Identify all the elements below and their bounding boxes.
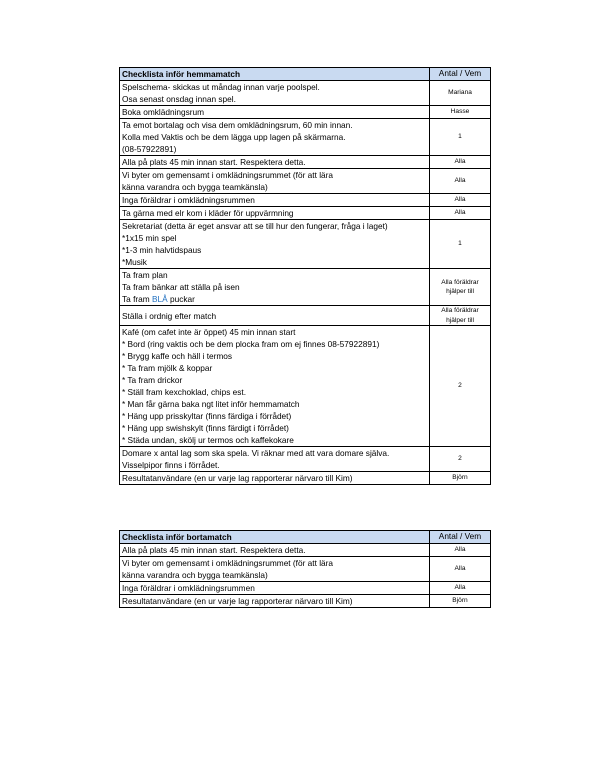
home-title: Checklista inför hemmamatch [120, 68, 430, 81]
description-line: Spelschema- skickas ut måndag innan varje poolspel. [122, 82, 320, 92]
row-assignee: Alla [430, 169, 491, 194]
table-row [120, 81, 491, 106]
description-line: *1-3 min halvtidspaus [122, 245, 202, 255]
row-description [120, 595, 430, 608]
row-assignee: 2 [430, 326, 491, 447]
table-row [120, 472, 491, 485]
row-description [120, 81, 430, 106]
description-line: * Brygg kaffe och häll i termos [122, 351, 233, 361]
description-line: Alla på plats 45 min innan start. Respektera detta. [122, 157, 306, 167]
row-description [120, 169, 430, 194]
description-line: känna varandra och bygga teamkänsla) [122, 182, 268, 192]
row-assignee: 1 [430, 220, 491, 269]
table-row [120, 119, 491, 156]
row-description [120, 447, 430, 472]
row-description [120, 119, 430, 156]
row-description [120, 269, 430, 306]
description-line: * Häng upp swishskylt (finns färdigt i förrådet) [122, 423, 289, 433]
table-row [120, 106, 491, 119]
table-row [120, 207, 491, 220]
row-description [120, 220, 430, 269]
description-line: *Musik [122, 257, 147, 267]
description-line: * Ta fram mjölk & koppar [122, 363, 213, 373]
description-line: Inga föräldrar i omklädningsrummen [122, 195, 255, 205]
away-checklist-table [119, 530, 491, 608]
description-line: *1x15 min spel [122, 233, 177, 243]
description-line: Ställa i ordnig efter match [122, 310, 217, 321]
row-description [120, 326, 430, 447]
row-assignee: 1 [430, 119, 491, 156]
table-row [120, 306, 491, 326]
row-description [120, 156, 430, 169]
description-line: Vi byter om gemensamt i omklädningsrummet (för att lära [122, 170, 334, 180]
row-assignee: Alla [430, 582, 491, 595]
row-description [120, 582, 430, 595]
row-description [120, 106, 430, 119]
description-line: Kolla med Vaktis och be dem lägga upp lagen på skärmarna. [122, 132, 346, 142]
description-line: Vi byter om gemensamt i omklädningsrummet (för att lära [122, 558, 334, 568]
table-row [120, 156, 491, 169]
row-assignee: Alla [430, 194, 491, 207]
row-description [120, 544, 430, 557]
blue-highlight: BLÅ [151, 294, 168, 304]
description-line: Alla på plats 45 min innan start. Respektera detta. [122, 545, 306, 555]
description-line: * Städa undan, skölj ur termos och kaffekokare [122, 435, 294, 445]
description-line: Osa senast onsdag innan spel. [122, 94, 236, 104]
away-count-header: Antal / Vem [430, 531, 491, 544]
row-description [120, 207, 430, 220]
away-title: Checklista inför bortamatch [120, 531, 430, 544]
row-assignee: Björn [430, 472, 491, 485]
description-line: Resultatanvändare (en ur varje lag rapporterar närvaro till Kim) [122, 596, 353, 606]
table-row [120, 447, 491, 472]
description-line: Ta gärna med elr kom i kläder för uppvärmning [122, 208, 294, 218]
description-line: * Man får gärna baka ngt litet inför hemmamatch [122, 399, 300, 409]
row-assignee: Hasse [430, 106, 491, 119]
description-line: (08-57922891) [122, 144, 177, 154]
table-row [120, 544, 491, 557]
home-count-header: Antal / Vem [430, 68, 491, 81]
row-description [120, 194, 430, 207]
description-line: Ta fram BLÅ puckar [122, 294, 195, 304]
table-row [120, 595, 491, 608]
table-row [120, 269, 491, 306]
description-line: * Ställ fram kexchoklad, chips est. [122, 387, 247, 397]
description-line: Ta fram bänkar att ställa på isen [122, 282, 240, 292]
description-line: Ta emot bortalag och visa dem omklädningsrum, 60 min innan. [122, 120, 353, 130]
description-line: Sekretariat (detta är eget ansvar att se till hur den fungerar, fråga i laget) [122, 221, 388, 231]
table-row [120, 220, 491, 269]
row-assignee: Mariana [430, 81, 491, 106]
description-line: * Häng upp prisskyltar (finns färdiga i förrådet) [122, 411, 292, 421]
home-checklist-table [119, 67, 491, 485]
description-line: * Ta fram drickor [122, 375, 183, 385]
description-line: Boka omklädningsrum [122, 107, 205, 117]
description-line: Inga föräldrar i omklädningsrummen [122, 583, 255, 593]
row-assignee: Björn [430, 595, 491, 608]
row-assignee: Alla föräldrar hjälper till [430, 306, 491, 326]
row-assignee: Alla [430, 156, 491, 169]
row-description [120, 306, 430, 326]
description-line: * Bord (ring vaktis och be dem plocka fram om ej finnes 08-57922891) [122, 339, 380, 349]
description-line: känna varandra och bygga teamkänsla) [122, 570, 268, 580]
table-row [120, 582, 491, 595]
row-assignee: Alla föräldrar hjälper till [430, 269, 491, 306]
row-assignee: Alla [430, 207, 491, 220]
home-header-row [120, 68, 491, 81]
row-description [120, 472, 430, 485]
row-assignee: Alla [430, 544, 491, 557]
description-line: Kafé (om cafet inte är öppet) 45 min innan start [122, 327, 296, 337]
description-line: Resultatanvändare (en ur varje lag rapporterar närvaro till Kim) [122, 473, 353, 483]
table-row [120, 326, 491, 447]
row-assignee: 2 [430, 447, 491, 472]
table-row [120, 194, 491, 207]
away-header-row [120, 531, 491, 544]
description-line: Ta fram plan [122, 270, 168, 280]
row-assignee: Alla [430, 557, 491, 582]
table-row [120, 169, 491, 194]
description-line: Domare x antal lag som ska spela. Vi räknar med att vara domare själva. [122, 448, 390, 458]
table-row [120, 557, 491, 582]
row-description [120, 557, 430, 582]
description-line: Visselpipor finns i förrådet. [122, 460, 220, 470]
